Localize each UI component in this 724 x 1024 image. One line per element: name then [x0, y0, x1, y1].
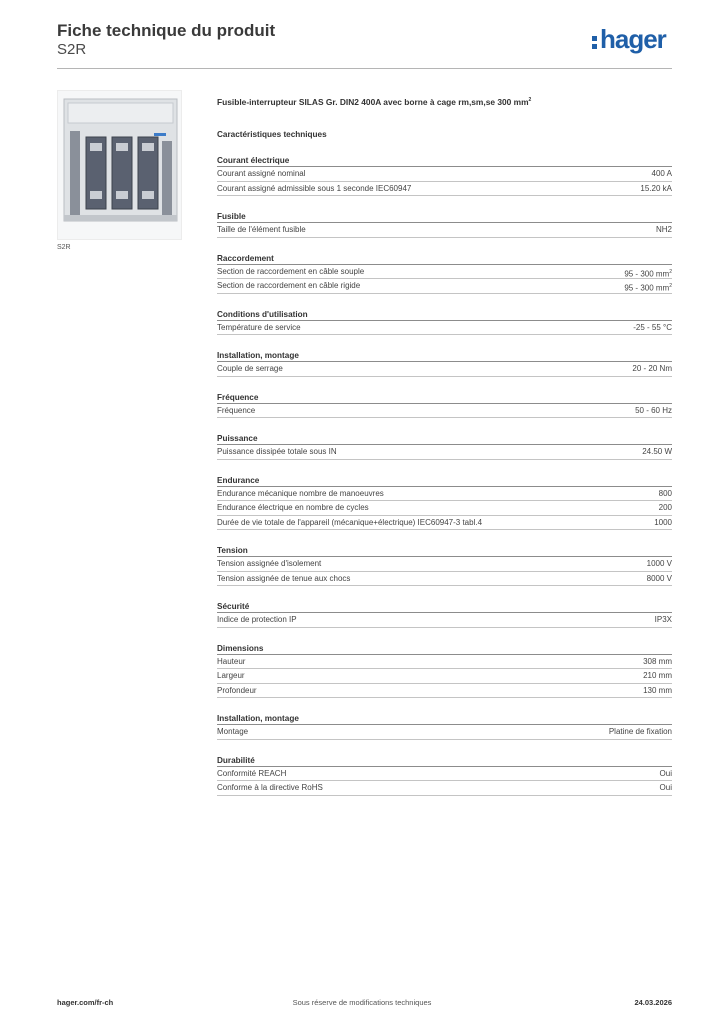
- spec-value: 15.20 kA: [640, 183, 672, 193]
- spec-value: 400 A: [651, 169, 672, 178]
- spec-label: Tension assignée de tenue aux chocs: [217, 573, 351, 583]
- spec-value: 1000: [654, 517, 672, 527]
- spec-label: Hauteur: [217, 656, 246, 666]
- spec-row: [217, 557, 672, 572]
- spec-label: Fréquence: [217, 405, 256, 415]
- spec-row: [217, 265, 672, 280]
- spec-label: Endurance électrique en nombre de cycles: [217, 503, 369, 512]
- section-title: Puissance: [217, 434, 672, 445]
- spec-row: [217, 781, 672, 796]
- spec-row: [217, 182, 672, 197]
- section-title: Durabilité: [217, 756, 672, 767]
- spec-value: IP3X: [654, 615, 672, 624]
- section-title: Fréquence: [217, 393, 672, 404]
- spec-section: [217, 212, 672, 238]
- spec-sections: [217, 156, 672, 796]
- header-divider: [57, 68, 672, 69]
- product-title: Fusible-interrupteur SILAS Gr. DIN2 400A avec borne à cage rm,sm,se 300 $mm^2$: [217, 96, 532, 107]
- hager-logo: [592, 24, 666, 54]
- spec-row: [217, 487, 672, 502]
- spec-label: Conformité REACH: [217, 768, 287, 778]
- footer-disclaimer: Sous réserve de modifications techniques: [292, 998, 432, 1007]
- section-title: Endurance: [217, 476, 672, 487]
- footer-website-link[interactable]: hager.com/fr-ch: [57, 998, 114, 1007]
- spec-row: [217, 404, 672, 419]
- section-title: Conditions d'utilisation: [217, 310, 672, 321]
- page-subtitle: S2R: [57, 41, 87, 58]
- spec-label: Indice de protection IP: [217, 615, 297, 624]
- spec-row: [217, 445, 672, 460]
- spec-value: 130 mm: [643, 685, 672, 695]
- logo-colon-icon: [592, 32, 598, 50]
- spec-value: Platine de fixation: [608, 727, 672, 736]
- spec-row: [217, 516, 672, 531]
- spec-label: Courant assigné nominal: [217, 169, 306, 178]
- spec-row: [217, 279, 672, 294]
- spec-section: [217, 434, 672, 460]
- spec-label: Montage: [217, 727, 249, 736]
- spec-value: 8000 V: [646, 573, 672, 583]
- spec-label: Section de raccordement en câble souple: [217, 266, 365, 276]
- spec-row: [217, 501, 672, 516]
- spec-label: Conforme à la directive RoHS: [217, 783, 323, 792]
- section-title: Raccordement: [217, 254, 672, 265]
- spec-value: Oui: [659, 783, 672, 792]
- spec-section: [217, 644, 672, 699]
- spec-value: NH2: [655, 225, 672, 234]
- page-title: Fiche technique du produit: [57, 21, 276, 40]
- section-title: Tension: [217, 546, 672, 557]
- spec-content: [217, 94, 672, 796]
- spec-section: [217, 351, 672, 377]
- spec-row: [217, 684, 672, 699]
- spec-label: Durée de vie totale de l'appareil (mécanique+électrique) IEC60947-3 tabl.4: [217, 517, 483, 527]
- spec-section: [217, 254, 672, 294]
- spec-value: 50 - 60 Hz: [635, 405, 672, 415]
- spec-section: [217, 546, 672, 586]
- section-title: Fusible: [217, 212, 672, 223]
- spec-section: [217, 714, 672, 740]
- spec-section: [217, 310, 672, 336]
- spec-value: 1000 V: [646, 559, 672, 568]
- spec-value: 800: [658, 488, 672, 498]
- spec-value: -25 - 55 °C: [633, 322, 672, 332]
- spec-label: Tension assignée d'isolement: [217, 559, 322, 568]
- spec-label: Section de raccordement en câble rigide: [217, 281, 361, 290]
- spec-row: [217, 655, 672, 670]
- spec-value: 95 - 300 $mm^2$: [624, 283, 672, 293]
- spec-row: [217, 321, 672, 336]
- footer-date: 24.03.2026: [634, 998, 672, 1007]
- spec-label: Courant assigné admissible sous 1 seconde IEC60947: [217, 183, 412, 193]
- fuse-switch-icon: [58, 91, 183, 241]
- spec-value: Oui: [659, 768, 672, 778]
- section-title: Installation, montage: [217, 351, 672, 362]
- spec-section: [217, 476, 672, 531]
- logo-text: hager: [600, 24, 666, 54]
- spec-row: [217, 223, 672, 238]
- spec-value: 95 - 300 $mm^2$: [624, 268, 672, 279]
- spec-row: [217, 167, 672, 182]
- spec-section: [217, 602, 672, 628]
- spec-row: [217, 669, 672, 684]
- spec-row: [217, 725, 672, 740]
- spec-label: Endurance mécanique nombre de manoeuvres: [217, 488, 384, 498]
- spec-label: Puissance dissipée totale sous IN: [217, 447, 337, 456]
- product-image-caption: S2R: [57, 244, 71, 251]
- section-title: Courant électrique: [217, 156, 672, 167]
- spec-row: [217, 767, 672, 782]
- spec-label: Couple de serrage: [217, 364, 283, 373]
- characteristics-heading: Caractéristiques techniques: [217, 130, 327, 139]
- spec-value: 210 mm: [643, 671, 672, 680]
- spec-value: 20 - 20 Nm: [632, 364, 672, 373]
- section-title: Installation, montage: [217, 714, 672, 725]
- spec-label: Taille de l'élément fusible: [217, 225, 306, 234]
- product-image: [57, 90, 182, 240]
- spec-row: [217, 572, 672, 587]
- section-title: Dimensions: [217, 644, 672, 655]
- spec-label: Température de service: [217, 322, 301, 332]
- spec-section: [217, 756, 672, 796]
- spec-label: Profondeur: [217, 685, 257, 695]
- spec-section: [217, 393, 672, 419]
- spec-row: [217, 613, 672, 628]
- section-title: Sécurité: [217, 602, 672, 613]
- spec-value: 200: [658, 503, 672, 512]
- spec-row: [217, 362, 672, 377]
- spec-value: 24.50 W: [642, 447, 672, 456]
- spec-value: 308 mm: [643, 656, 672, 666]
- spec-section: [217, 156, 672, 196]
- spec-label: Largeur: [217, 671, 245, 680]
